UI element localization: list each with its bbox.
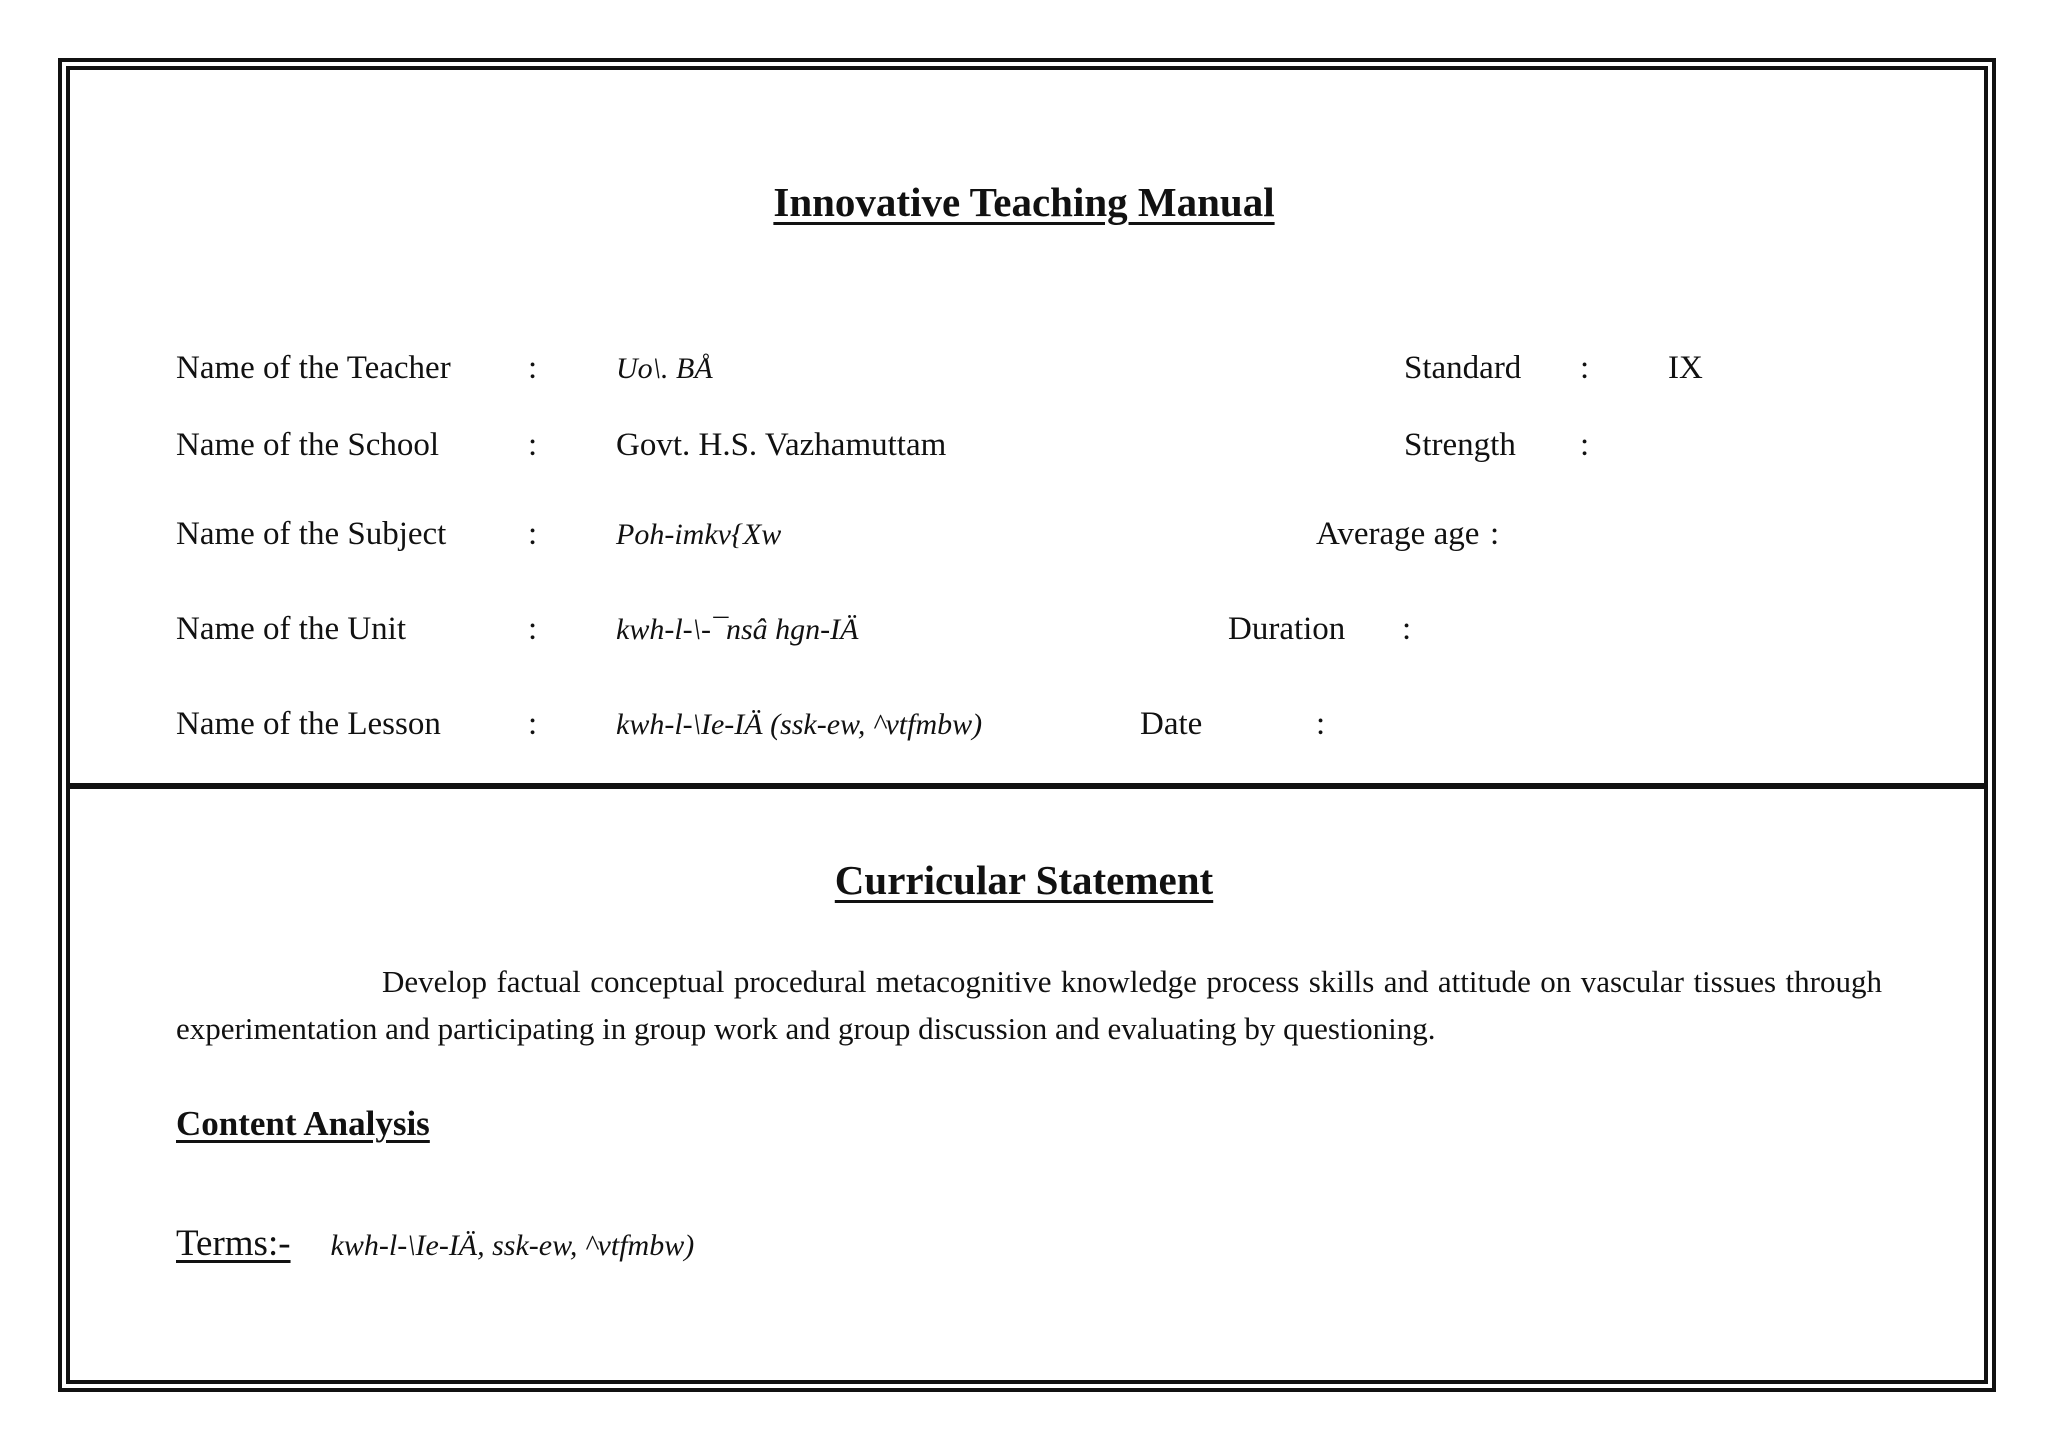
standard-colon: : [1580, 350, 1590, 386]
duration-label: Duration [1228, 611, 1346, 647]
school-value: Govt. H.S. Vazhamuttam [616, 427, 947, 463]
lesson-value: kwh-l-\Ie-IÄ (ssk-ew, ^vtfmbw) [616, 708, 983, 741]
average-age-colon: : [1490, 516, 1500, 552]
terms-row [176, 1222, 694, 1265]
unit-colon: : [528, 611, 538, 647]
info-row-teacher [0, 350, 2048, 400]
info-row-lesson [0, 706, 2048, 756]
teacher-value: Uo\. BÅ [616, 352, 713, 385]
strength-label: Strength [1404, 427, 1516, 463]
strength-colon: : [1580, 427, 1590, 463]
lesson-colon: : [528, 706, 538, 742]
date-label: Date [1140, 706, 1203, 742]
teacher-colon: : [528, 350, 538, 386]
info-row-school [0, 427, 2048, 477]
info-row-unit [0, 611, 2048, 661]
average-age-label: Average age [1316, 516, 1480, 552]
curricular-statement-text: Develop factual conceptual procedural metacognitive knowledge process skills and attitude on vascular tissues through experimentation and participating in group work and group discussion and evaluating by questioning. [176, 964, 1882, 1046]
school-label: Name of the School [176, 427, 440, 463]
standard-label: Standard [1404, 350, 1522, 386]
school-colon: : [528, 427, 538, 463]
info-row-subject [0, 516, 2048, 566]
subject-colon: : [528, 516, 538, 552]
subject-value: Poh-imkv{Xw [616, 518, 782, 551]
content-analysis-heading: Content Analysis [176, 1104, 430, 1143]
page-title: Innovative Teaching Manual [773, 179, 1275, 225]
terms-value: kwh-l-\Ie-IÄ, ssk-ew, ^vtfmbw) [330, 1229, 695, 1262]
unit-value: kwh-l-\-¯nsâ hgn-IÄ [616, 613, 859, 646]
date-colon: : [1316, 706, 1326, 742]
standard-value: IX [1668, 350, 1703, 386]
unit-label: Name of the Unit [176, 611, 407, 647]
section-divider [66, 783, 1988, 789]
curricular-statement-title: Curricular Statement [834, 857, 1214, 903]
teacher-label: Name of the Teacher [176, 350, 451, 386]
lesson-label: Name of the Lesson [176, 706, 441, 742]
terms-label: Terms:- [176, 1223, 291, 1264]
duration-colon: : [1402, 611, 1412, 647]
subject-label: Name of the Subject [176, 516, 447, 552]
